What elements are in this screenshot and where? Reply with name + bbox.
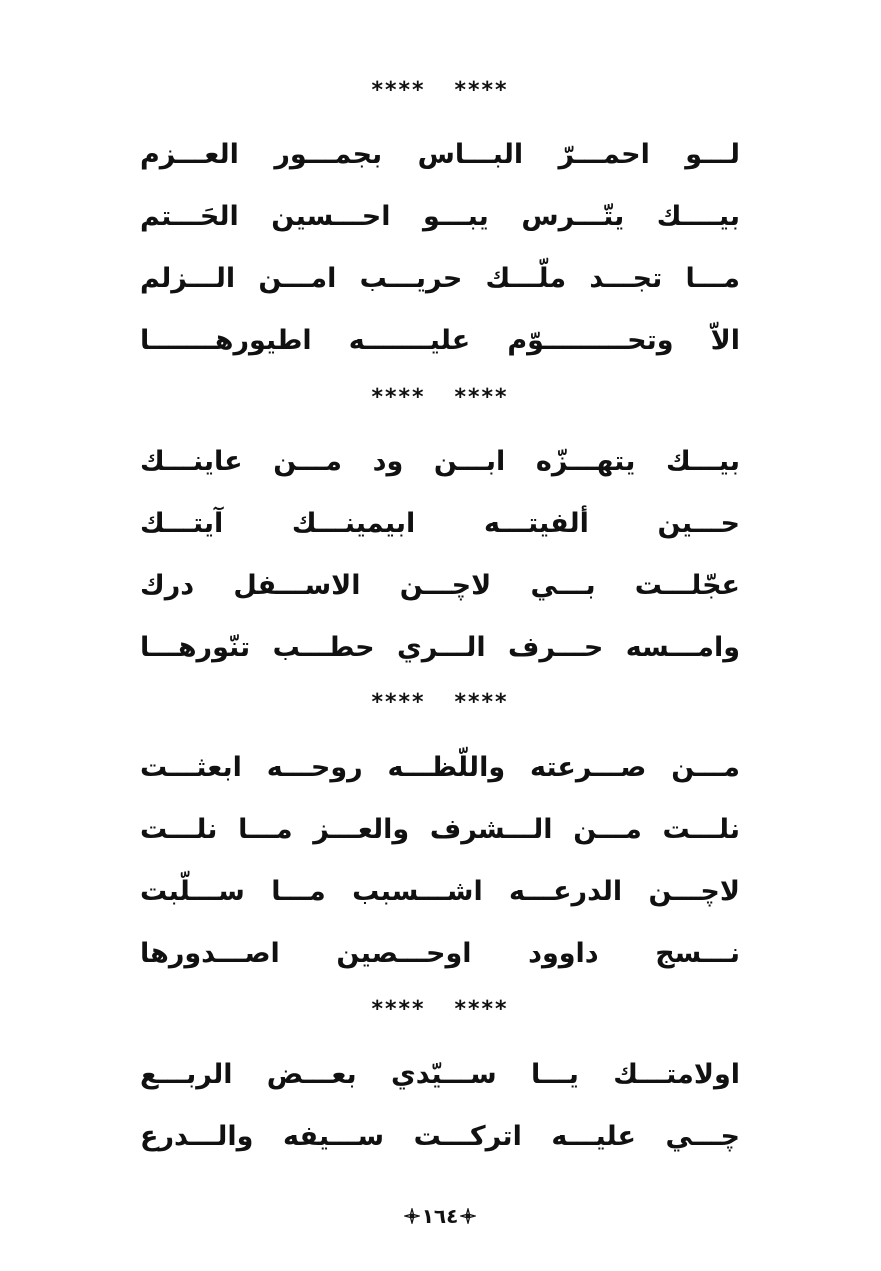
verse-line: چـــي عليـــه اتركـــت ســـيفه والـــدرع (140, 1121, 740, 1152)
verse-line: وامـــسه حـــرف الـــري حطـــب تنّورهـــا (140, 632, 740, 663)
floral-ornament-icon (404, 1208, 420, 1224)
verse-line: بيــــك يتّـــرس يبـــو احـــسين الحَـــتم (140, 201, 740, 232)
floral-ornament-icon (460, 1208, 476, 1224)
verse-line: اولامتـــك يـــا ســـيّدي بعـــض الربـــع (140, 1059, 740, 1090)
stanza-separator: **** **** (371, 385, 509, 410)
verse-line: لاچـــن الدرعـــه اشـــسبب مـــا ســـلّبت (140, 876, 740, 907)
page-number: ١٦٤ (421, 1204, 459, 1228)
verse-line: الاّ وتحـــــــــوّم عليـــــــه اطيورهـــــــا (140, 325, 740, 356)
verse-line: مـــن صـــرعته واللّظـــه روحـــه ابعثـــت (140, 752, 740, 783)
verse-line: حـــين ألفيتـــه ابيمينـــك آيتـــك (140, 508, 740, 539)
stanza-separator: **** **** (371, 78, 509, 103)
stanza-separator: **** **** (371, 690, 509, 715)
stanza-separator: **** **** (371, 997, 509, 1022)
verse-line: نلـــت مـــن الـــشرف والعـــز مـــا نلـــت (140, 814, 740, 845)
verse-line: عجّلـــت بـــي لاچـــن الاســـفل درك (140, 570, 740, 601)
verse-line: نـــسج داوود اوحـــصين اصـــدورها (140, 938, 740, 969)
verse-line: مـــا تجـــد ملّـــك حريـــب امـــن الـــزلم (140, 263, 740, 294)
verse-line: بيـــك يتهـــزّه ابـــن ود مـــن عاينـــك (140, 446, 740, 477)
verse-line: لـــو احمـــرّ البـــاس بجمـــور العـــزم (140, 139, 740, 170)
page-number-footer (400, 1198, 480, 1234)
